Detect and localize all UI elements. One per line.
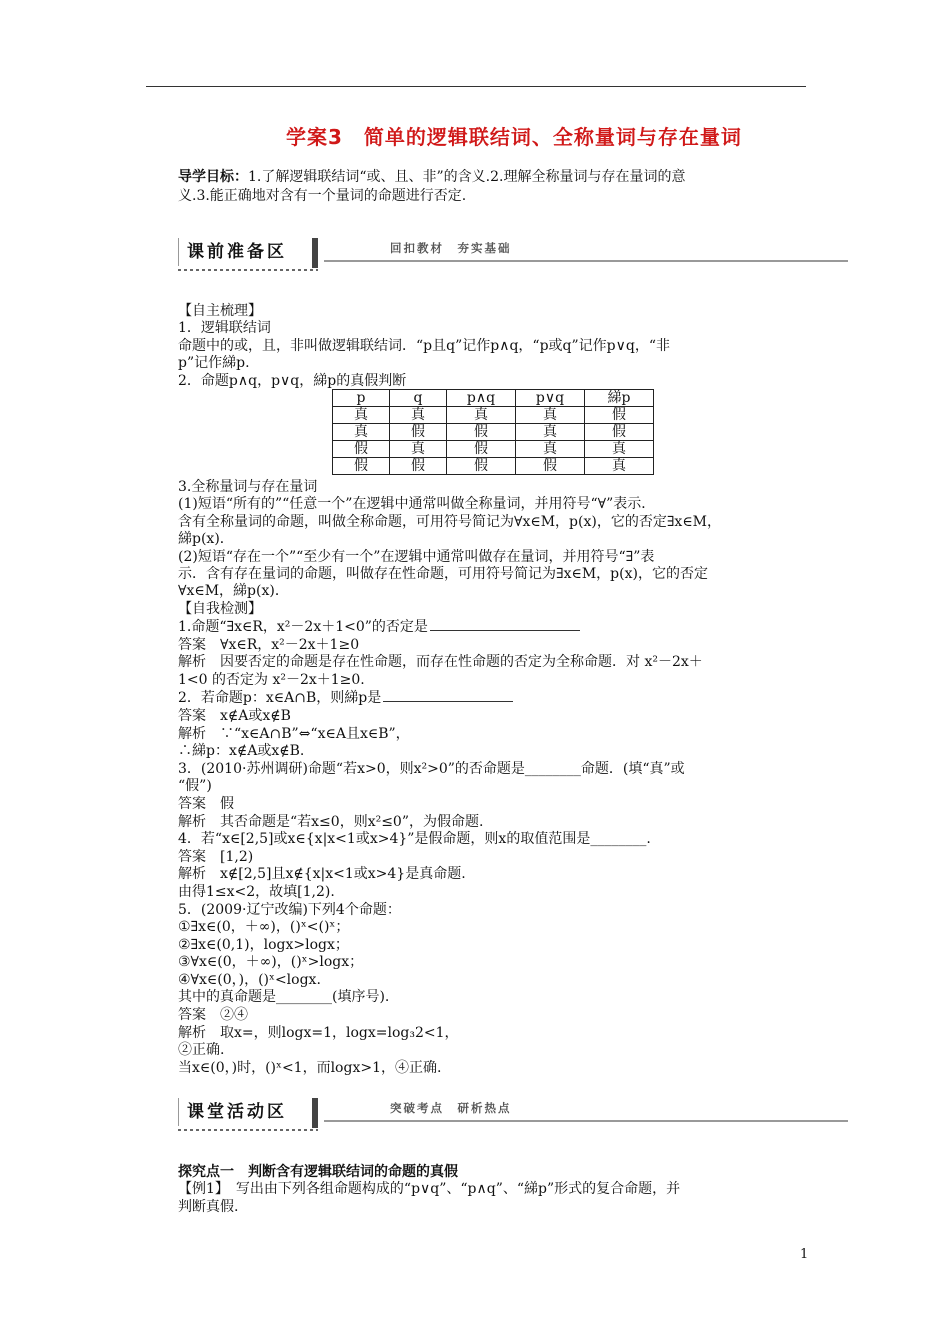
header-cell: p∧q xyxy=(447,390,516,407)
table-cell: 真 xyxy=(516,441,585,458)
truth-table xyxy=(332,389,654,475)
banner-subtitle: 回扣教材 夯实基础 xyxy=(390,241,512,255)
check-line: 当x∈(0，)时，()ˣ<1，而logx>1，④正确. xyxy=(178,1059,442,1076)
quantifier-line-6: ∀x∈M，綈p(x)． xyxy=(178,583,289,600)
page-title: 学案3 简单的逻辑联结词、全称量词与存在量词 xyxy=(286,125,742,149)
table-row xyxy=(333,424,654,441)
table-row xyxy=(333,407,654,424)
table-cell: 真 xyxy=(585,458,654,475)
example-line-1: 【例1】 写出由下列各组命题构成的“p∨q”、“p∧q”、“綈p”形式的复合命题，并 xyxy=(178,1181,681,1198)
check-line: 1.命题“∃x∈R，x²－2x＋1<0”的否定是 xyxy=(178,618,810,637)
connectives-line-1: 命题中的或，且，非叫做逻辑联结词．“p且q”记作p∧q，“p或q”记作p∨q，“非 xyxy=(178,337,670,354)
table-header-row xyxy=(333,390,654,407)
table-cell: 真 xyxy=(516,424,585,441)
banner-dots xyxy=(178,269,318,271)
check-line: 答案 x∉A或x∉B xyxy=(178,707,291,724)
check-line: 解析 取x=，则logx=1，logx=log₃2<1， xyxy=(178,1024,459,1041)
check-line: 3．(2010·苏州调研)命题“若x>0，则x²>0”的否命题是________命题．(填“真”或 xyxy=(178,760,685,777)
table-cell: 假 xyxy=(447,458,516,475)
banner-dots xyxy=(178,1129,318,1131)
self-check-tag: 【自我检测】 xyxy=(178,600,262,617)
quantifier-line-3: 綈p(x)． xyxy=(178,531,234,548)
banner-line xyxy=(324,1120,848,1122)
table-cell: 真 xyxy=(585,441,654,458)
header-cell: p∨q xyxy=(516,390,585,407)
goal-label: 导学目标： xyxy=(178,169,248,185)
connectives-line-2: p”记作綈p. xyxy=(178,355,250,372)
table-cell: 真 xyxy=(390,407,447,424)
banner-subtitle: 突破考点 研析热点 xyxy=(390,1101,512,1115)
goal-line-2: 义.3.能正确地对含有一个量词的命题进行否定. xyxy=(178,188,467,204)
check-line: 答案 [1,2) xyxy=(178,848,254,865)
check-line: 答案 ∀x∈R，x²－2x＋1≥0 xyxy=(178,636,360,653)
goal-line-1: 1.了解逻辑联结词“或、且、非”的含义.2.理解全称量词与存在量词的意 xyxy=(248,169,686,185)
banner-bar xyxy=(312,238,318,268)
check-line: 答案 假 xyxy=(178,795,234,812)
check-line: 由得1≤x<2，故填[1,2). xyxy=(178,883,335,900)
check-line: 解析 ∵“x∈A∩B”⇔“x∈A且x∈B”， xyxy=(178,725,410,742)
check-line: “假”) xyxy=(178,778,212,795)
page-number: 1 xyxy=(800,1247,809,1262)
quantifier-line-1: (1)短语“所有的”“任意一个”在逻辑中通常叫做全称量词，并用符号“∀”表示． xyxy=(178,496,656,513)
check-line: 2．若命题p：x∈A∩B，则綈p是 xyxy=(178,689,810,708)
check-line: ②正确. xyxy=(178,1042,225,1059)
section-banner-class xyxy=(178,1098,848,1128)
table-cell: 假 xyxy=(447,441,516,458)
check-line: 答案 ②④ xyxy=(178,1007,248,1024)
check-line: 解析 x∉[2,5]且x∉{x|x<1或x>4}是真命题. xyxy=(178,866,466,883)
banner-title: 课堂活动区 xyxy=(178,1098,295,1126)
banner-line xyxy=(324,260,848,262)
check-line: ②∃x∈(0,1)，logx>logx； xyxy=(178,936,349,953)
explore-heading: 探究点一 判断含有逻辑联结词的命题的真假 xyxy=(178,1164,458,1180)
banner-title: 课前准备区 xyxy=(178,238,295,266)
check-line: ①∃x∈(0，＋∞)，()ˣ<()ˣ； xyxy=(178,919,350,936)
section-banner-prep xyxy=(178,238,848,268)
table-cell: 假 xyxy=(333,441,390,458)
check-line: 5．(2009·辽宁改编)下列4个命题： xyxy=(178,901,401,918)
table-cell: 真 xyxy=(447,407,516,424)
table-cell: 真 xyxy=(390,441,447,458)
table-row xyxy=(333,441,654,458)
check-line: 1<0 的否定为 x²－2x＋1≥0. xyxy=(178,671,365,688)
table-cell: 假 xyxy=(585,407,654,424)
quantifier-line-5: 示．含有存在量词的命题，叫做存在性命题，可用符号简记为∃x∈M，p(x)，它的否定 xyxy=(178,566,708,583)
explore-section xyxy=(178,1164,810,1216)
table-cell: 假 xyxy=(516,458,585,475)
self-review-tag: 【自主梳理】 xyxy=(178,303,262,319)
table-cell: 假 xyxy=(333,458,390,475)
header-cell: 綈p xyxy=(585,390,654,407)
self-check-section xyxy=(178,618,810,1077)
top-rule xyxy=(146,86,806,87)
self-review-section xyxy=(178,303,810,390)
banner-bar xyxy=(312,1098,318,1128)
table-cell: 真 xyxy=(333,407,390,424)
table-cell: 假 xyxy=(585,424,654,441)
check-line: 解析 其否命题是“若x≤0，则x²≤0”，为假命题. xyxy=(178,813,484,830)
header-cell: q xyxy=(390,390,447,407)
example-line-2: 判断真假. xyxy=(178,1198,239,1215)
quantifier-line-2: 含有全称量词的命题，叫做全称命题，可用符号简记为∀x∈M，p(x)，它的否定∃x∈M， xyxy=(178,513,722,530)
table-cell: 假 xyxy=(447,424,516,441)
check-line: 解析 因要否定的命题是存在性命题，而存在性命题的否定为全称命题．对 x²－2x＋ xyxy=(178,654,703,671)
table-row xyxy=(333,458,654,475)
table-cell: 真 xyxy=(333,424,390,441)
learning-goals xyxy=(178,168,810,206)
table-cell: 假 xyxy=(390,424,447,441)
item-heading-3: 3.全称量词与存在量词 xyxy=(178,479,318,495)
check-line: 其中的真命题是________(填序号). xyxy=(178,989,390,1006)
item-heading-2: 2．命题p∧q，p∨q，綈p的真假判断 xyxy=(178,372,407,389)
table-cell: 假 xyxy=(390,458,447,475)
quantifier-line-4: (2)短语“存在一个”“至少有一个”在逻辑中通常叫做存在量词，并用符号“∃”表 xyxy=(178,548,655,565)
quantifier-section xyxy=(178,479,810,618)
table-cell: 真 xyxy=(516,407,585,424)
check-line: ③∀x∈(0，＋∞)，()ˣ>logx； xyxy=(178,954,364,971)
header-cell: p xyxy=(333,390,390,407)
item-heading-1: 1．逻辑联结词 xyxy=(178,320,271,337)
check-line: 4．若“x∈[2,5]或x∈{x|x<1或x>4}”是假命题，则x的取值范围是________. xyxy=(178,831,651,848)
check-line: ∴綈p：x∉A或x∉B. xyxy=(178,743,305,760)
check-line: ④∀x∈(0，)，()ˣ<logx. xyxy=(178,971,321,988)
